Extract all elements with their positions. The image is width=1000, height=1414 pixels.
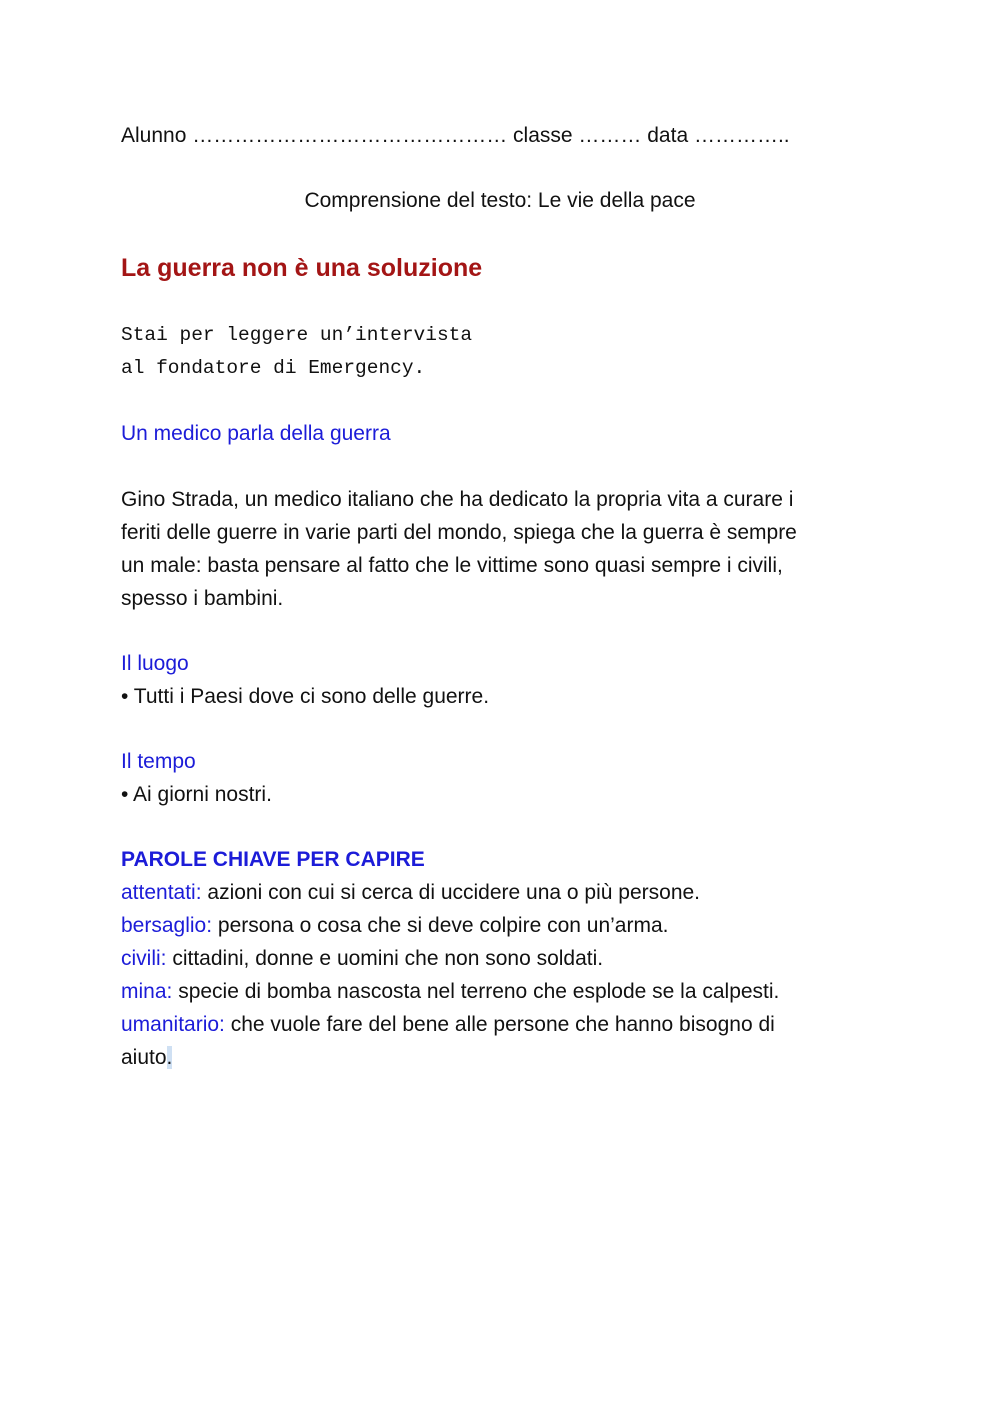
keyword-definition: azioni con cui si cerca di uccidere una o più persone. [201, 881, 701, 904]
keyword-term: mina: [121, 980, 173, 1003]
keyword-continuation [121, 1041, 172, 1074]
keyword-term: umanitario: [121, 1013, 225, 1036]
keyword-definition-end: aiuto [121, 1046, 167, 1069]
keyword-item [121, 942, 603, 975]
keyword-definition: cittadini, donne e uomini che non sono soldati. [166, 947, 604, 970]
keyword-item [121, 876, 700, 909]
intro-line: Stai per leggere un’intervista [121, 324, 473, 346]
keyword-definition: persona o cosa che si deve colpire con un’arma. [212, 914, 669, 937]
student-info-line: Alunno ……………………………………… classe ……… data ………….. [121, 124, 790, 147]
paragraph-line: spesso i bambini. [121, 587, 284, 610]
time-item: • Ai giorni nostri. [121, 783, 272, 806]
keyword-term: bersaglio: [121, 914, 213, 937]
keywords-heading: PAROLE CHIAVE PER CAPIRE [121, 848, 425, 871]
place-heading: Il luogo [121, 652, 189, 675]
place-item: • Tutti i Paesi dove ci sono delle guerre. [121, 685, 490, 708]
section-heading: Un medico parla della guerra [121, 422, 391, 445]
keyword-definition: specie di bomba nascosta nel terreno che esplode se la calpesti. [172, 980, 780, 1003]
keyword-item [121, 1008, 775, 1041]
document-title: La guerra non è una soluzione [121, 254, 483, 282]
keyword-definition: che vuole fare del bene alle persone che hanno bisogno di [224, 1013, 775, 1036]
keyword-item [121, 975, 779, 1008]
keyword-term: attentati: [121, 881, 202, 904]
keyword-item [121, 909, 668, 942]
keyword-term: civili: [121, 947, 167, 970]
text-selection[interactable]: . [166, 1046, 173, 1069]
time-heading: Il tempo [121, 750, 196, 773]
paragraph-line: feriti delle guerre in varie parti del mondo, spiega che la guerra è sempre [121, 521, 797, 544]
document-subtitle: Comprensione del testo: Le vie della pace [304, 189, 696, 212]
paragraph-line: un male: basta pensare al fatto che le vittime sono quasi sempre i civili, [121, 554, 783, 577]
paragraph-line: Gino Strada, un medico italiano che ha dedicato la propria vita a curare i [121, 488, 794, 511]
intro-line: al fondatore di Emergency. [121, 357, 426, 379]
